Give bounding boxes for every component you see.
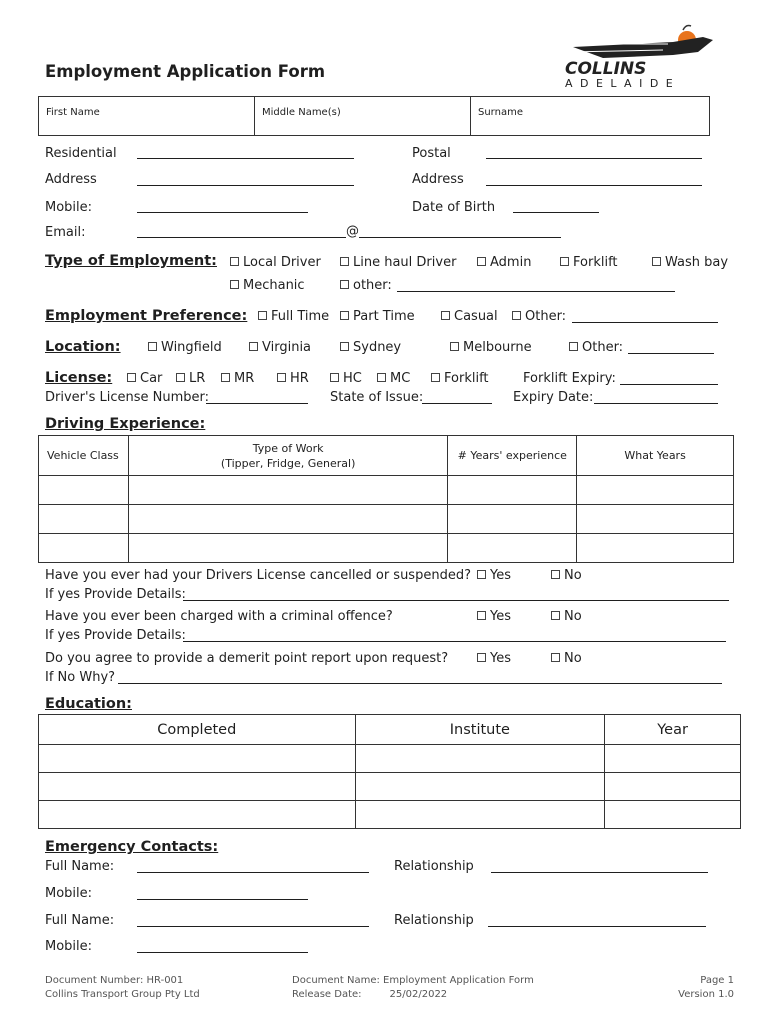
contact1-mobile-field[interactable]: [137, 899, 308, 900]
contact1-full-name-label: Full Name:: [45, 859, 115, 874]
footer-left: [45, 974, 200, 1002]
mobile-field[interactable]: [137, 212, 308, 213]
license-mr[interactable]: MR: [221, 371, 254, 386]
middle-name-label: Middle Name(s): [262, 107, 341, 118]
first-name-label: First Name: [46, 107, 100, 118]
contact1-mobile-label: Mobile:: [45, 886, 93, 901]
company-name: Collins Transport Group Pty Ltd: [45, 989, 200, 1000]
license-mc[interactable]: MC: [377, 371, 410, 386]
state-of-issue-label: State of Issue:: [330, 390, 424, 405]
contact1-relationship-field[interactable]: [491, 872, 708, 873]
employment-type-other[interactable]: other:: [340, 278, 392, 293]
table-header-row: [39, 436, 734, 476]
contact2-relationship-field[interactable]: [488, 926, 706, 927]
checkbox-icon: [249, 342, 258, 351]
preference-full-time[interactable]: Full Time: [258, 309, 329, 324]
what-years-header: What Years: [577, 436, 734, 476]
checkbox-icon: [477, 611, 486, 620]
version-number: Version 1.0: [678, 989, 734, 1000]
employment-type-mechanic[interactable]: Mechanic: [230, 278, 305, 293]
checkbox-icon: [340, 280, 349, 289]
postal-address-label: Address: [412, 172, 464, 187]
license-number-label: Driver's License Number:: [45, 390, 209, 405]
employment-type-line-haul[interactable]: Line haul Driver: [340, 255, 456, 270]
checkbox-icon: [560, 257, 569, 266]
table-row[interactable]: [39, 505, 734, 534]
employment-type-heading: Type of Employment:: [45, 253, 217, 269]
postal-address-field[interactable]: [486, 185, 702, 186]
residential-field[interactable]: [137, 158, 354, 159]
checkbox-icon: [450, 342, 459, 351]
years-experience-header: # Years' experience: [448, 436, 577, 476]
surname-label: Surname: [478, 107, 523, 118]
first-name-field[interactable]: [39, 97, 255, 135]
table-row[interactable]: [39, 745, 741, 773]
svg-text:COLLINS: COLLINS: [565, 59, 647, 79]
table-row[interactable]: [39, 773, 741, 801]
license-hr[interactable]: HR: [277, 371, 309, 386]
emergency-contacts-heading: Emergency Contacts:: [45, 839, 219, 855]
checkbox-icon: [431, 373, 440, 382]
mobile-label: Mobile:: [45, 200, 93, 215]
completed-header: Completed: [39, 715, 356, 745]
q2-yes-option[interactable]: Yes: [477, 609, 511, 624]
location-virginia[interactable]: Virginia: [249, 340, 311, 355]
checkbox-icon: [176, 373, 185, 382]
education-heading: Education:: [45, 696, 132, 712]
checkbox-icon: [230, 280, 239, 289]
residential-label: Residential: [45, 146, 117, 161]
surname-field[interactable]: [471, 97, 709, 135]
checkbox-icon: [330, 373, 339, 382]
location-wingfield[interactable]: Wingfield: [148, 340, 222, 355]
location-sydney[interactable]: Sydney: [340, 340, 401, 355]
middle-name-field[interactable]: [255, 97, 471, 135]
contact2-relationship-label: Relationship: [394, 913, 474, 928]
forklift-expiry-field[interactable]: [620, 384, 718, 385]
email-at-sign: @: [346, 224, 359, 239]
footer-center: [292, 974, 534, 1002]
footer-right: [660, 974, 734, 1002]
education-table: [38, 714, 741, 829]
location-heading: Location:: [45, 339, 121, 355]
q2-no-option[interactable]: No: [551, 609, 582, 624]
postal-field[interactable]: [486, 158, 702, 159]
q2-details-label: If yes Provide Details:: [45, 628, 186, 643]
contact2-mobile-label: Mobile:: [45, 939, 93, 954]
table-row[interactable]: [39, 534, 734, 563]
forklift-expiry-label: Forklift Expiry:: [523, 371, 616, 386]
checkbox-icon: [277, 373, 286, 382]
preference-casual[interactable]: Casual: [441, 309, 498, 324]
expiry-date-field[interactable]: [594, 403, 718, 404]
logo-subtitle: A D E L A I D E: [565, 77, 675, 90]
q3-no-option[interactable]: No: [551, 651, 582, 666]
document-name: Document Name: Employment Application Form: [292, 975, 534, 986]
address-label: Address: [45, 172, 97, 187]
location-melbourne[interactable]: Melbourne: [450, 340, 532, 355]
contact2-full-name-field[interactable]: [137, 926, 369, 927]
driving-experience-heading: Driving Experience:: [45, 416, 206, 432]
preference-other-field[interactable]: [572, 322, 718, 323]
employment-type-admin[interactable]: Admin: [477, 255, 531, 270]
q1-details-label: If yes Provide Details:: [45, 587, 186, 602]
license-forklift[interactable]: Forklift: [431, 371, 489, 386]
q1-details-field[interactable]: [183, 600, 729, 601]
employment-type-wash-bay[interactable]: Wash bay: [652, 255, 728, 270]
question-criminal-offence: Have you ever been charged with a criminal offence?: [45, 609, 393, 624]
question-license-cancelled: Have you ever had your Drivers License cancelled or suspended?: [45, 568, 471, 583]
vehicle-class-header: Vehicle Class: [39, 436, 129, 476]
email-label: Email:: [45, 225, 86, 240]
type-of-work-header: Type of Work (Tipper, Fridge, General): [128, 436, 447, 476]
license-number-field[interactable]: [206, 403, 308, 404]
release-date-line: Release Date: 25/02/2022: [292, 989, 448, 1000]
checkbox-icon: [477, 653, 486, 662]
checkbox-icon: [340, 257, 349, 266]
email-domain-field[interactable]: [359, 237, 561, 238]
location-other[interactable]: Other:: [569, 340, 623, 355]
dob-field[interactable]: [513, 212, 599, 213]
table-row[interactable]: [39, 801, 741, 829]
q3-details-label: If No Why?: [45, 670, 116, 685]
contact1-full-name-field[interactable]: [137, 872, 369, 873]
checkbox-icon: [512, 311, 521, 320]
preference-other[interactable]: Other:: [512, 309, 566, 324]
table-row[interactable]: [39, 476, 734, 505]
license-car[interactable]: Car: [127, 371, 162, 386]
state-of-issue-field[interactable]: [422, 403, 492, 404]
checkbox-icon: [569, 342, 578, 351]
expiry-date-label: Expiry Date:: [513, 390, 594, 405]
checkbox-icon: [551, 611, 560, 620]
employment-type-local-driver[interactable]: Local Driver: [230, 255, 321, 270]
employment-preference-heading: Employment Preference:: [45, 308, 248, 324]
checkbox-icon: [340, 311, 349, 320]
checkbox-icon: [377, 373, 386, 382]
checkbox-icon: [652, 257, 661, 266]
q1-no-option[interactable]: No: [551, 568, 582, 583]
email-user-field[interactable]: [137, 237, 346, 238]
checkbox-icon: [230, 257, 239, 266]
page-title: Employment Application Form: [45, 62, 326, 81]
address-field[interactable]: [137, 185, 354, 186]
checkbox-icon: [441, 311, 450, 320]
checkbox-icon: [258, 311, 267, 320]
institute-header: Institute: [355, 715, 605, 745]
driving-experience-table: [38, 435, 734, 563]
page-number: Page 1: [700, 975, 734, 986]
preference-part-time[interactable]: Part Time: [340, 309, 415, 324]
dob-label: Date of Birth: [412, 200, 496, 215]
year-header: Year: [605, 715, 741, 745]
checkbox-icon: [221, 373, 230, 382]
employment-type-forklift[interactable]: Forklift: [560, 255, 618, 270]
contact2-mobile-field[interactable]: [137, 952, 308, 953]
q1-yes-option[interactable]: Yes: [477, 568, 511, 583]
checkbox-icon: [127, 373, 136, 382]
checkbox-icon: [477, 257, 486, 266]
checkbox-icon: [340, 342, 349, 351]
contact1-relationship-label: Relationship: [394, 859, 474, 874]
contact2-full-name-label: Full Name:: [45, 913, 115, 928]
q3-details-field[interactable]: [118, 683, 722, 684]
postal-label: Postal: [412, 146, 451, 161]
name-box: [38, 96, 710, 136]
document-number: Document Number: HR-001: [45, 975, 184, 986]
checkbox-icon: [551, 570, 560, 579]
license-lr[interactable]: LR: [176, 371, 205, 386]
table-header-row: [39, 715, 741, 745]
checkbox-icon: [148, 342, 157, 351]
checkbox-icon: [551, 653, 560, 662]
location-other-field[interactable]: [628, 353, 714, 354]
checkbox-icon: [477, 570, 486, 579]
q2-details-field[interactable]: [183, 641, 726, 642]
license-hc[interactable]: HC: [330, 371, 362, 386]
employment-type-other-field[interactable]: [397, 291, 675, 292]
question-demerit-report: Do you agree to provide a demerit point report upon request?: [45, 651, 449, 666]
q3-yes-option[interactable]: Yes: [477, 651, 511, 666]
license-heading: License:: [45, 370, 113, 386]
